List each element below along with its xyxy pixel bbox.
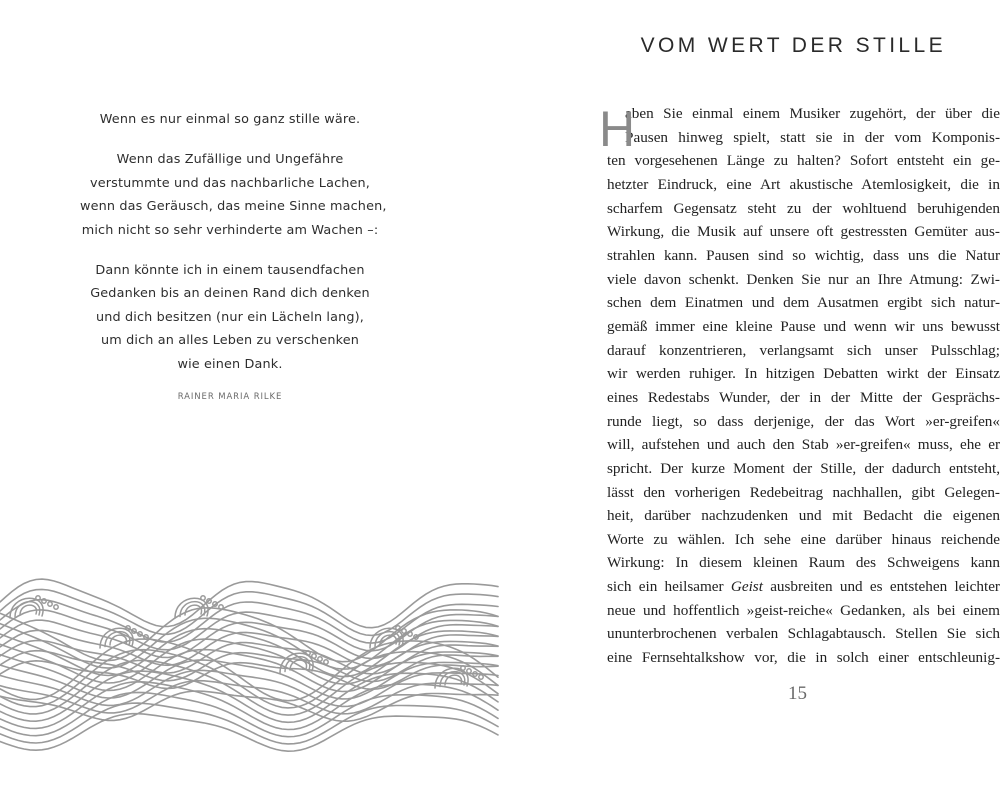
text-line: scharfem Gegensatz steht zu der wohltuend beruhigenden <box>607 199 1000 217</box>
wave-foam <box>408 632 412 636</box>
poem-author: RAINER MARIA RILKE <box>177 391 283 402</box>
text-line: hetzter Eindruck, eine Art akustische Atemlosigkeit, die in <box>607 175 1000 193</box>
poem-line: Gedanken bis an deinen Rand dich denken <box>90 286 370 301</box>
text-line: aben Sie einmal einem Musiker zugehört, der über die <box>625 105 1000 122</box>
text-line: wir werden ruhiger. In hitzigen Debatten wirkt der Einsatz <box>607 365 1000 383</box>
wave-foam <box>54 605 58 609</box>
text-line: ten vorgesehenen Länge zu halten? Sofort entsteht ein ge- <box>607 152 1000 170</box>
poem-line: Wenn das Zufällige und Ungefähre <box>116 152 344 167</box>
poem-line: Dann könnte ich in einem tausendfachen <box>95 262 365 278</box>
text-line: darauf konzentrieren, verlangsamt sich unser Pulsschlag; <box>607 341 1000 359</box>
poem-stanza-1 <box>80 108 380 132</box>
wave-foam <box>396 626 400 630</box>
page-number: 15 <box>788 683 807 704</box>
poem-line: und dich besitzen (nur ein Lächeln lang), <box>95 309 365 325</box>
wave-foam <box>201 596 205 600</box>
text-line: gemäß immer eine kleine Pause und wenn wir uns bewusst <box>607 317 1000 335</box>
poem-line: Wenn es nur einmal so ganz stille wäre. <box>99 112 361 127</box>
wave-foam <box>402 629 406 633</box>
text-line: sich ein heilsamer Geist ausbreiten und es entstehen leichter <box>607 578 1000 596</box>
poem <box>80 108 387 409</box>
wave-line <box>0 618 498 669</box>
poem-stanza-3 <box>80 259 380 377</box>
text-line: Wirkung, die Musik auf unsere oft gestressten Gemüter aus- <box>607 223 1000 241</box>
poem-line: mich nicht so sehr verhinderte am Wachen –: <box>81 222 379 238</box>
text-line: runde liegt, so dass derjenige, der das Wort »er-greifen« <box>607 412 1000 430</box>
poem-line: wie einen Dank. <box>177 356 283 372</box>
wave-foam <box>467 669 471 673</box>
text-line: heit, darüber nachzudenken und mit Bedacht die eigenen <box>607 507 1000 525</box>
wave-line <box>0 579 498 628</box>
wave-foam <box>324 660 328 664</box>
text-line: lässt den vorherigen Redebeitrag nachhallen, gibt Gelegen- <box>607 483 1000 501</box>
chapter-title: VOM WERT DER STILLE <box>640 34 946 57</box>
text-line: eine Fernsehtalkshow vor, die in solch einer entschleunig- <box>607 649 1000 667</box>
text-line: Worte zu wählen. Ich sehe eine darüber hinaus reichende <box>607 530 1000 548</box>
poem-stanza-2 <box>80 148 387 242</box>
right-page <box>500 0 1000 800</box>
wave-foam <box>312 654 316 658</box>
text-line: Pausen hinweg spielt, statt sie in der vom Komponis- <box>625 128 1000 146</box>
text-line: strahlen kann. Pausen sind so wichtig, dass uns die Natur <box>607 246 1000 264</box>
wave-foam <box>318 657 322 661</box>
wave-foam <box>461 666 465 670</box>
body-text <box>599 101 1000 670</box>
wave-foam <box>36 596 40 600</box>
text-line: spricht. Der kurze Moment der Stille, der dadurch entsteht, <box>607 459 1000 477</box>
text-line: schen dem Einatmen und dem Ausatmen ergibt sich natur- <box>607 294 1000 312</box>
wave-foam <box>48 602 52 606</box>
waves-illustration <box>0 572 500 762</box>
text-line: neue und hoffentlich »geist-reiche« Gedanken, als bei einem <box>607 601 1000 619</box>
text-line: ununterbrochenen verbalen Schlagabtausch. Stellen Sie sich <box>607 625 1000 643</box>
text-line: eines Redestabs Wunder, der in der Mitte der Gesprächs- <box>607 388 1000 406</box>
drop-cap: H <box>599 101 636 157</box>
poem-line: verstummte und das nachbarliche Lachen, <box>89 175 371 191</box>
wave-foam <box>479 675 483 679</box>
text-line: will, aufstehen und auch den Stab »er-greifen« muss, ehe er <box>607 436 1000 454</box>
wave-foam <box>42 599 46 603</box>
poem-line: wenn das Geräusch, das meine Sinne machen, <box>80 199 387 214</box>
text-line: viele davon schenkt. Denken Sie nur an Ihre Atmung: Zwi- <box>607 270 1000 288</box>
text-line: Wirkung: In diesem kleinen Raum des Schweigens kann <box>607 554 1000 572</box>
wave-foam <box>219 605 223 609</box>
wave-foam <box>306 651 310 655</box>
poem-line: um dich an alles Leben zu verschenken <box>101 333 359 348</box>
